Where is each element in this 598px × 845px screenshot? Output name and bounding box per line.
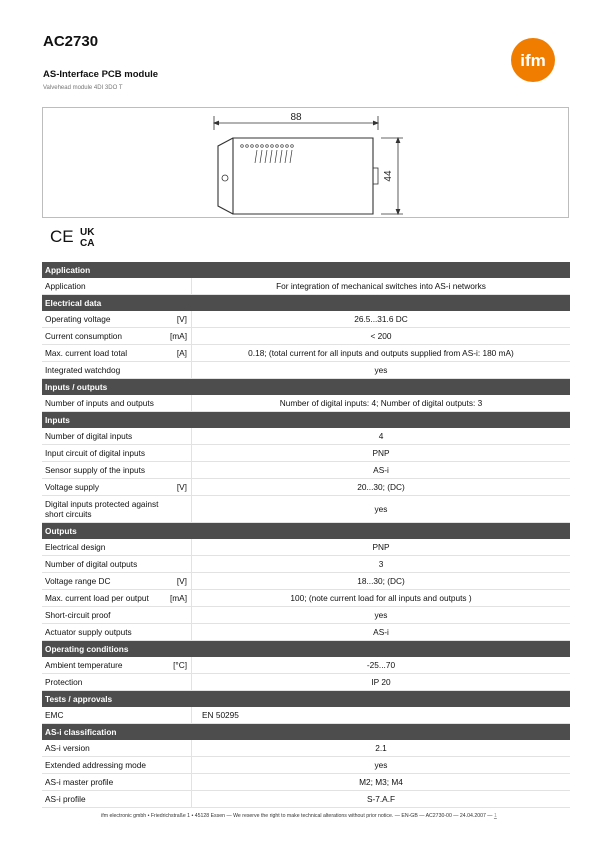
spec-unit: [V] [176,314,187,324]
spec-value: yes [191,757,570,773]
section-header: Electrical data [42,295,570,311]
spec-row [42,539,570,556]
spec-label: Voltage supply [45,482,99,492]
specification-table [42,262,570,808]
dimension-drawing [42,107,569,218]
spec-unit [166,774,187,790]
spec-row [42,573,570,590]
spec-label: Voltage range DC [45,576,111,586]
spec-label: Integrated watchdog [45,365,121,375]
spec-row [42,707,570,724]
spec-row [42,445,570,462]
section-header: AS-i classification [42,724,570,740]
spec-row [42,590,570,607]
spec-unit [166,624,187,640]
section-header: Tests / approvals [42,691,570,707]
product-code: AC2730 [43,33,99,50]
spec-value: Number of digital inputs: 4; Number of digital outputs: 3 [191,395,570,411]
section-header: Application [42,262,570,278]
spec-unit [166,462,187,478]
spec-value: 2.1 [191,740,570,756]
spec-value: IP 20 [191,674,570,690]
spec-value: PNP [191,445,570,461]
footer-text: ifm electronic gmbh • Friedrichstraße 1 • 45128 Essen — We reserve the right to make technical alterations without prior notice. — EN-GB — AC2730-00 — 24.04.2007 — [101,813,493,819]
spec-value: yes [191,362,570,378]
logo-text: ifm [520,51,546,70]
spec-label: Max. current load per output [45,593,149,603]
spec-label: Extended addressing mode [45,760,147,770]
spec-row [42,791,570,808]
spec-unit [166,556,187,572]
product-name: AS-Interface PCB module [43,69,159,80]
spec-value: yes [191,607,570,623]
spec-value: S-7.A.F [191,791,570,807]
spec-label: Number of digital outputs [45,559,138,569]
spec-unit: [°C] [173,660,187,670]
certification-marks [48,224,108,248]
spec-value: 26.5...31.6 DC [191,311,570,327]
spec-value: For integration of mechanical switches into AS-i networks [191,278,570,294]
spec-label: AS-i master profile [45,777,114,787]
height-dimension: 44 [383,170,394,182]
page-number[interactable]: 1 [493,813,497,819]
spec-row [42,607,570,624]
spec-unit [166,740,187,756]
spec-row [42,740,570,757]
spec-value: < 200 [191,328,570,344]
spec-row [42,362,570,379]
spec-unit: [mA] [169,331,187,341]
spec-value: AS-i [191,462,570,478]
spec-label: Number of inputs and outputs [45,398,154,408]
spec-value: 3 [191,556,570,572]
spec-label: Digital inputs protected against short circuits [45,499,159,519]
spec-unit: [V] [176,482,187,492]
spec-label: Ambient temperature [45,660,123,670]
spec-unit: [mA] [169,593,187,603]
spec-value: PNP [191,539,570,555]
spec-unit [166,428,187,444]
spec-row [42,479,570,496]
spec-label: Electrical design [45,542,106,552]
spec-row [42,328,570,345]
section-header: Outputs [42,523,570,539]
ukca-mark-bottom: CA [80,238,95,248]
spec-value: yes [191,496,570,522]
spec-label: Application [45,281,86,291]
spec-row [42,278,570,295]
spec-value: 20...30; (DC) [191,479,570,495]
spec-row [42,624,570,641]
ce-mark: CE [50,227,74,246]
spec-row [42,311,570,328]
spec-row [42,345,570,362]
ifm-logo [511,38,555,82]
spec-row [42,757,570,774]
spec-label: Number of digital inputs [45,431,133,441]
spec-value: AS-i [191,624,570,640]
spec-label: Current consumption [45,331,123,341]
spec-label: Actuator supply outputs [45,627,132,637]
spec-unit [166,539,187,555]
spec-unit [166,395,187,411]
spec-unit [166,278,187,294]
spec-label: AS-i profile [45,794,86,804]
spec-label: Protection [45,677,83,687]
spec-row [42,496,570,523]
spec-label: Short-circuit proof [45,610,111,620]
section-header: Operating conditions [42,641,570,657]
spec-label: AS-i version [45,743,90,753]
spec-row [42,428,570,445]
spec-row [42,462,570,479]
spec-unit [166,445,187,461]
spec-row [42,774,570,791]
spec-unit [166,674,187,690]
spec-unit: [V] [176,576,187,586]
spec-unit [166,791,187,807]
spec-label: EMC [45,710,64,720]
spec-row [42,556,570,573]
spec-unit [166,607,187,623]
section-header: Inputs / outputs [42,379,570,395]
spec-unit [166,362,187,378]
spec-label: Input circuit of digital inputs [45,448,146,458]
spec-row [42,674,570,691]
spec-value: 4 [191,428,570,444]
spec-unit [166,757,187,773]
section-header: Inputs [42,412,570,428]
footer [0,813,598,819]
spec-unit [166,707,187,723]
product-description: Valvehead module 4DI 3DO T [43,85,123,91]
ukca-mark-top: UK [80,227,95,238]
spec-value: 18...30; (DC) [191,573,570,589]
spec-row [42,657,570,674]
width-dimension: 88 [290,112,302,123]
spec-value: M2; M3; M4 [191,774,570,790]
spec-value: 0.18; (total current for all inputs and outputs supplied from AS-i: 180 mA) [191,345,570,361]
spec-label: Operating voltage [45,314,111,324]
spec-unit [166,496,187,522]
spec-unit: [A] [176,348,187,358]
spec-row [42,395,570,412]
spec-label: Max. current load total [45,348,128,358]
spec-value: 100; (note current load for all inputs and outputs ) [191,590,570,606]
spec-value: EN 50295 [191,707,570,723]
spec-label: Sensor supply of the inputs [45,465,146,475]
spec-value: -25...70 [191,657,570,673]
